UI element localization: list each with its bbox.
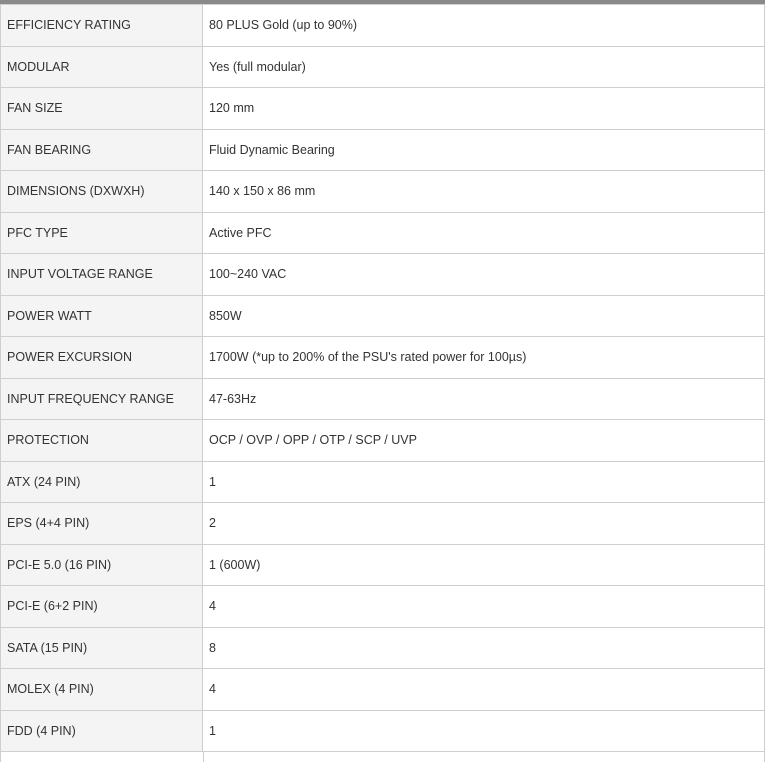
spec-label: SATA (15 PIN) bbox=[1, 627, 203, 669]
spec-label: FDD (4 PIN) bbox=[1, 710, 203, 752]
spec-label: ATX (24 PIN) bbox=[1, 461, 203, 503]
spec-label: PROTECTION bbox=[1, 420, 203, 462]
spec-value: 850W bbox=[203, 295, 765, 337]
spec-value: 100~240 VAC bbox=[203, 254, 765, 296]
spec-label: MOLEX (4 PIN) bbox=[1, 669, 203, 711]
table-next-row-edge bbox=[0, 752, 765, 762]
spec-label: PCI-E (6+2 PIN) bbox=[1, 586, 203, 628]
spec-label: INPUT FREQUENCY RANGE bbox=[1, 378, 203, 420]
spec-label: PCI-E 5.0 (16 PIN) bbox=[1, 544, 203, 586]
spec-label: FAN BEARING bbox=[1, 129, 203, 171]
table-row bbox=[1, 46, 765, 88]
table-row bbox=[1, 461, 765, 503]
spec-value: Active PFC bbox=[203, 212, 765, 254]
spec-value: 4 bbox=[203, 586, 765, 628]
spec-value: 4 bbox=[203, 669, 765, 711]
table-row bbox=[1, 420, 765, 462]
spec-table bbox=[0, 4, 765, 752]
spec-value: 140 x 150 x 86 mm bbox=[203, 171, 765, 213]
spec-label: INPUT VOLTAGE RANGE bbox=[1, 254, 203, 296]
spec-value: 2 bbox=[203, 503, 765, 545]
table-row bbox=[1, 337, 765, 379]
spec-value: 1 bbox=[203, 461, 765, 503]
table-row bbox=[1, 171, 765, 213]
spec-value: 120 mm bbox=[203, 88, 765, 130]
table-row bbox=[1, 503, 765, 545]
spec-value: 1700W (*up to 200% of the PSU's rated power for 100µs) bbox=[203, 337, 765, 379]
spec-label: EPS (4+4 PIN) bbox=[1, 503, 203, 545]
spec-value: 47-63Hz bbox=[203, 378, 765, 420]
table-row bbox=[1, 129, 765, 171]
table-row bbox=[1, 5, 765, 47]
spec-label: PFC TYPE bbox=[1, 212, 203, 254]
spec-value: 8 bbox=[203, 627, 765, 669]
table-row bbox=[1, 710, 765, 752]
spec-label: POWER WATT bbox=[1, 295, 203, 337]
table-row bbox=[1, 586, 765, 628]
spec-label: EFFICIENCY RATING bbox=[1, 5, 203, 47]
spec-value: 1 bbox=[203, 710, 765, 752]
spec-label: FAN SIZE bbox=[1, 88, 203, 130]
table-row bbox=[1, 544, 765, 586]
spec-value: 1 (600W) bbox=[203, 544, 765, 586]
spec-value: OCP / OVP / OPP / OTP / SCP / UVP bbox=[203, 420, 765, 462]
spec-label: DIMENSIONS (DXWXH) bbox=[1, 171, 203, 213]
table-row bbox=[1, 627, 765, 669]
table-row bbox=[1, 254, 765, 296]
spec-value: 80 PLUS Gold (up to 90%) bbox=[203, 5, 765, 47]
table-row bbox=[1, 212, 765, 254]
table-row bbox=[1, 88, 765, 130]
spec-value: Yes (full modular) bbox=[203, 46, 765, 88]
table-row bbox=[1, 378, 765, 420]
table-row bbox=[1, 669, 765, 711]
table-row bbox=[1, 295, 765, 337]
spec-label: POWER EXCURSION bbox=[1, 337, 203, 379]
spec-value: Fluid Dynamic Bearing bbox=[203, 129, 765, 171]
spec-label: MODULAR bbox=[1, 46, 203, 88]
